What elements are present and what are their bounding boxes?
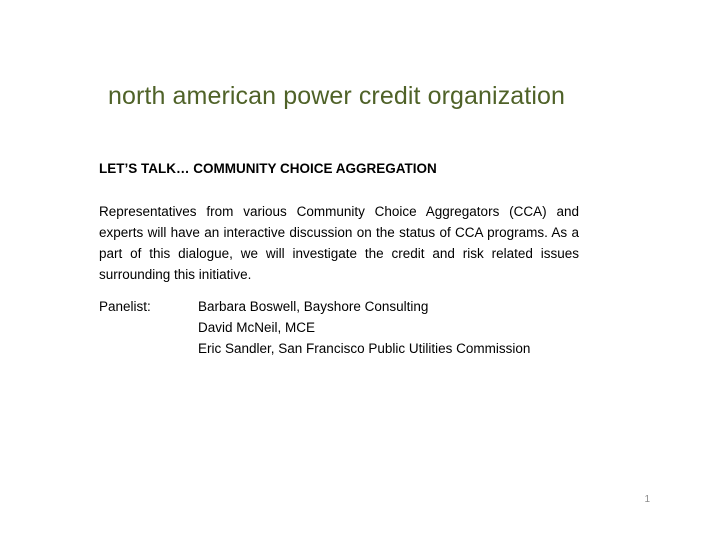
page-number: 1 xyxy=(644,494,650,505)
organization-title: north american power credit organization xyxy=(108,82,566,110)
panelist-list xyxy=(198,296,530,359)
panelist-item: David McNeil, MCE xyxy=(198,320,316,335)
panelist-item: Eric Sandler, San Francisco Public Utilities Commission xyxy=(198,341,531,356)
panelist-label: Panelist: xyxy=(99,299,151,314)
section-heading: LET’S TALK… COMMUNITY CHOICE AGGREGATION xyxy=(99,161,437,176)
description-paragraph: Representatives from various Community Choice Aggregators (CCA) and experts will have an interactive discussion on the status of CCA programs. As a part of this dialogue, we will investigate the credit and risk related issues surrounding this initiative. xyxy=(99,204,579,282)
panelist-item: Barbara Boswell, Bayshore Consulting xyxy=(198,299,429,314)
